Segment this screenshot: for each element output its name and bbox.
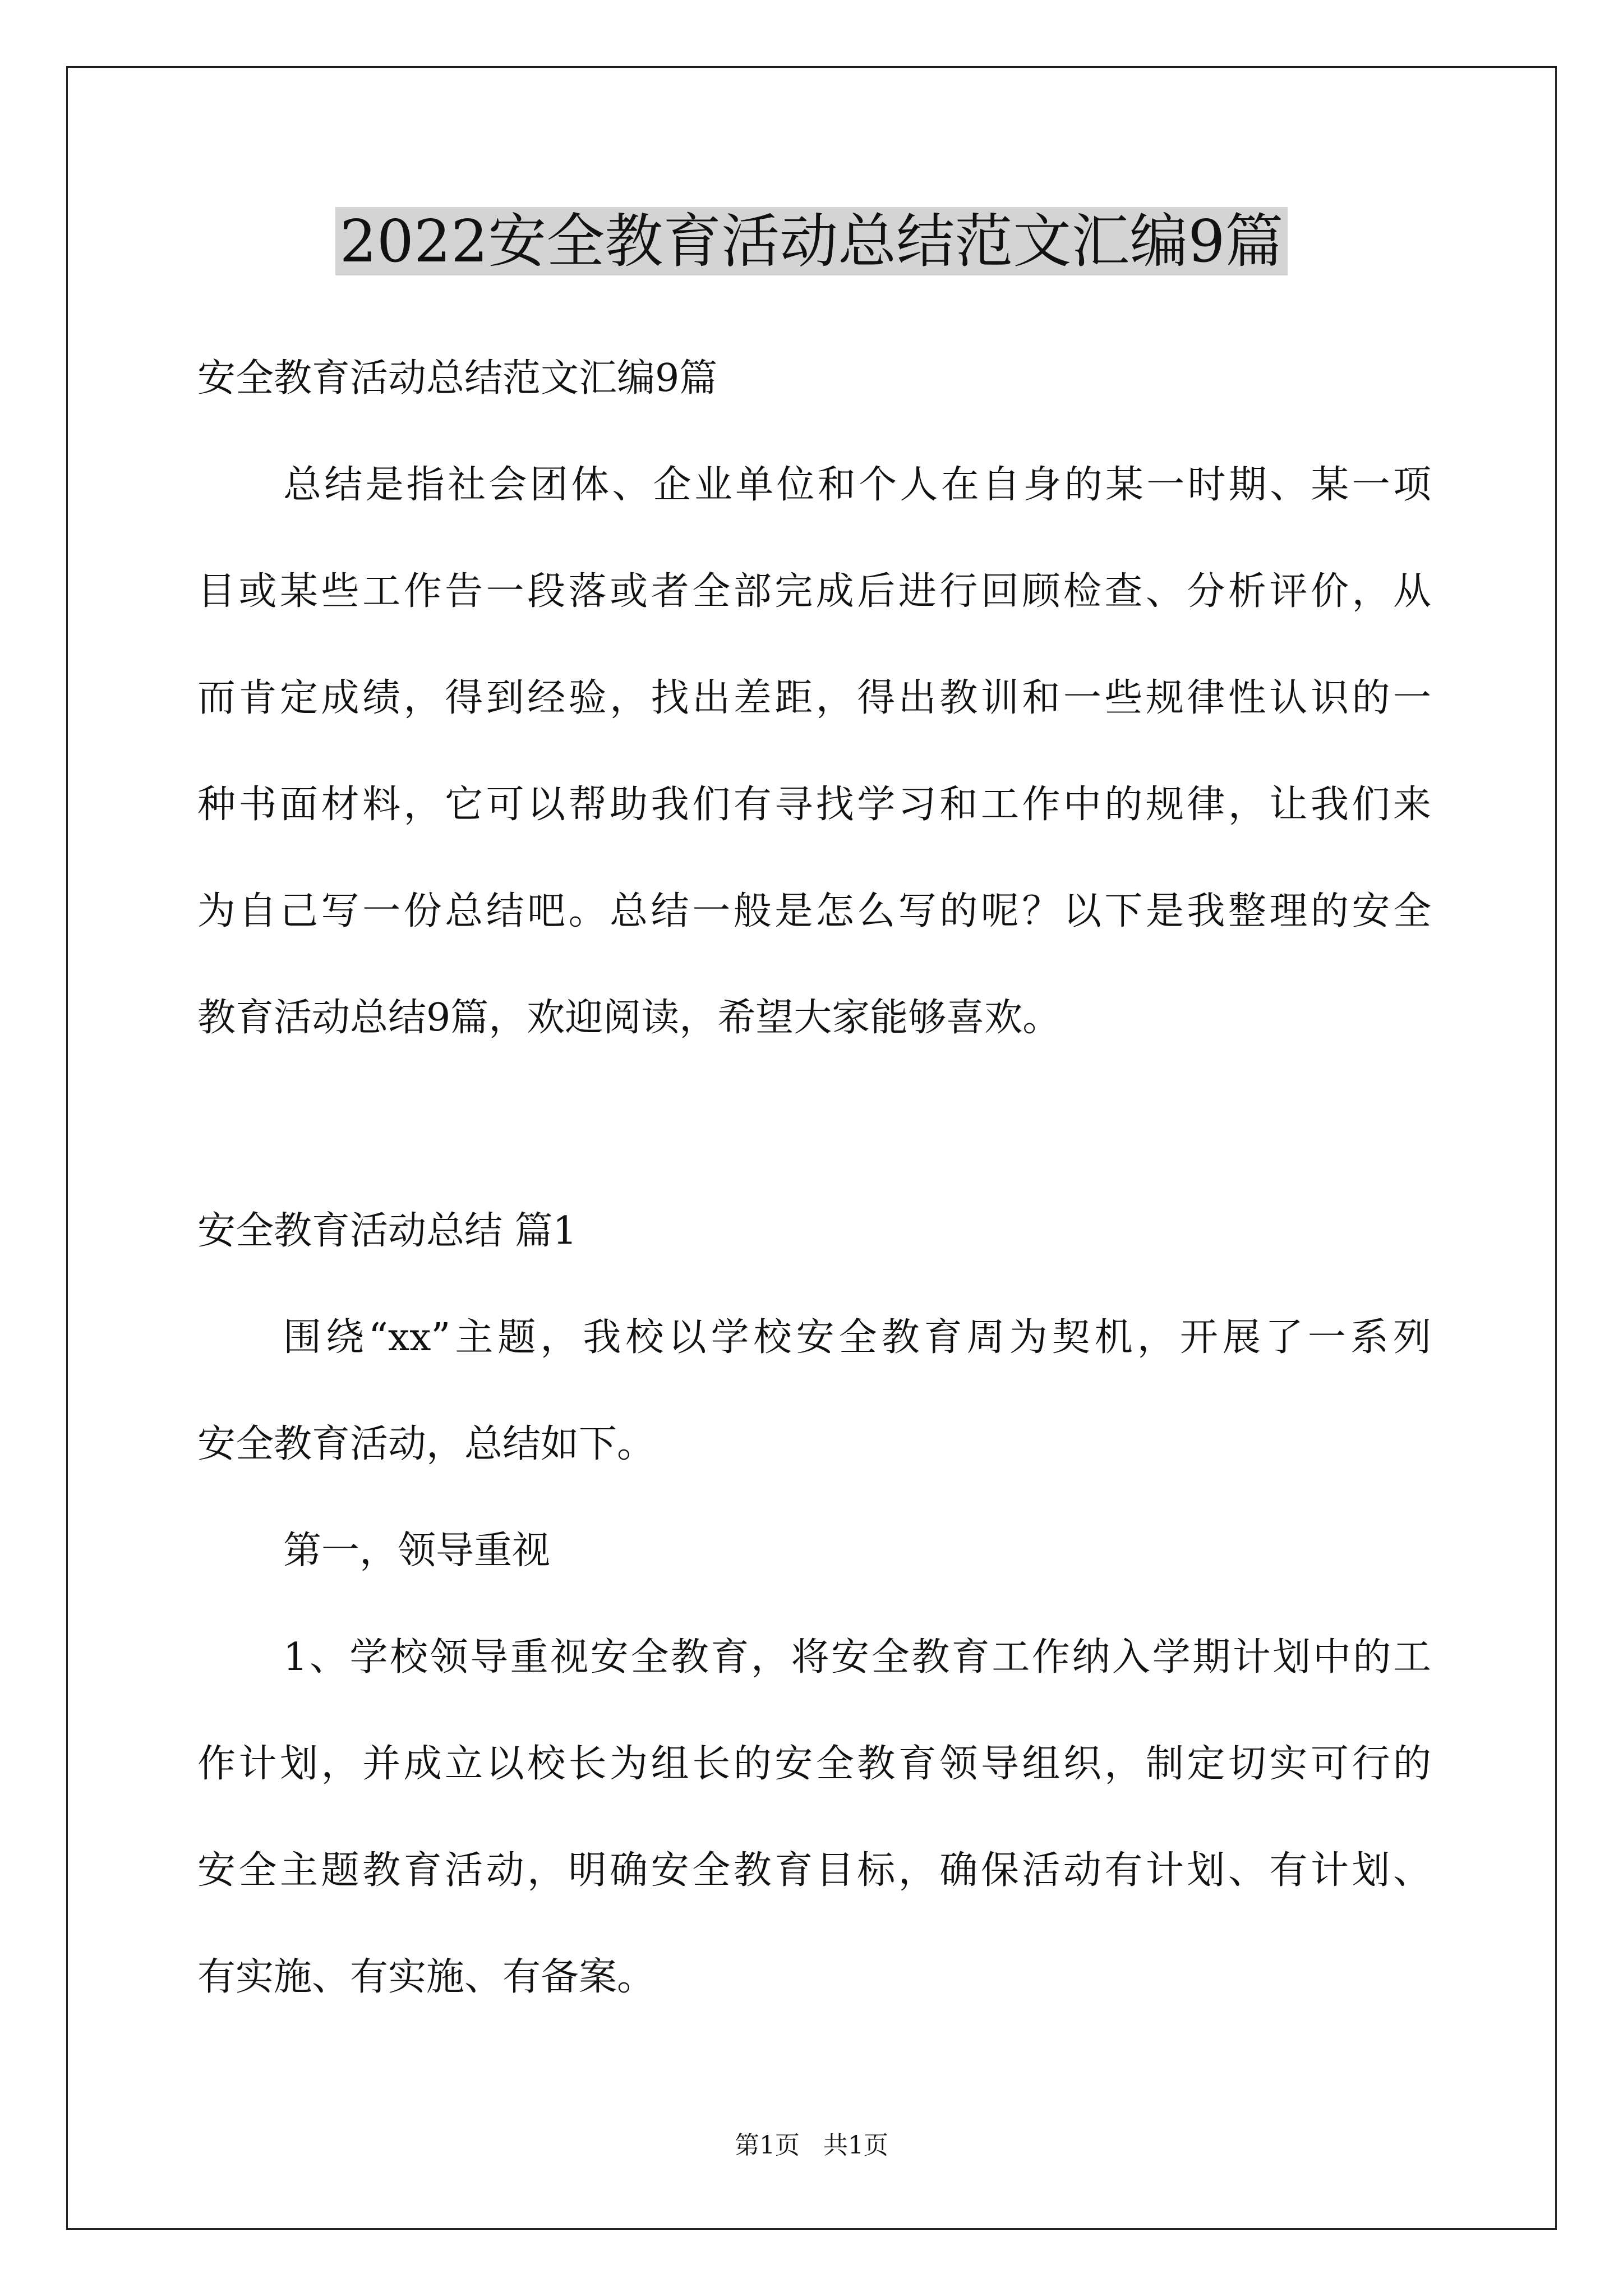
point-paragraph-line: 作计划，并成立以校长为组长的安全教育领导组织，制定切实可行的	[197, 1742, 1431, 1786]
intro-line: 而肯定成绩，得到经验，找出差距，得出教训和一些规律性认识的一	[197, 676, 1431, 720]
point-paragraph-line: 有实施、有实施、有备案。	[197, 1955, 656, 1999]
point-heading: 第一，领导重视	[283, 1529, 551, 1573]
page-footer: 第1页 共1页	[735, 2131, 888, 2160]
document-title-text: 2022安全教育活动总结范文汇编9篇	[335, 207, 1288, 275]
intro-line: 目或某些工作告一段落或者全部完成后进行回顾检查、分析评价，从	[197, 569, 1431, 614]
section-paragraph-line: 安全教育活动，总结如下。	[197, 1422, 656, 1466]
intro-line: 教育活动总结9篇，欢迎阅读，希望大家能够喜欢。	[197, 996, 1061, 1040]
section-paragraph-line: 围绕“xx”主题，我校以学校安全教育周为契机，开展了一系列	[283, 1315, 1431, 1360]
document-title	[0, 205, 1623, 278]
point-paragraph-line: 1、学校领导重视安全教育，将安全教育工作纳入学期计划中的工	[283, 1635, 1431, 1680]
section-heading: 安全教育活动总结 篇1	[197, 1209, 577, 1253]
point-paragraph-line: 安全主题教育活动，明确安全教育目标，确保活动有计划、有计划、	[197, 1848, 1431, 1893]
intro-line: 为自己写一份总结吧。总结一般是怎么写的呢？以下是我整理的安全	[197, 889, 1431, 933]
intro-line: 种书面材料，它可以帮助我们有寻找学习和工作中的规律，让我们来	[197, 783, 1431, 827]
document-subtitle: 安全教育活动总结范文汇编9篇	[197, 356, 718, 401]
intro-line: 总结是指社会团体、企业单位和个人在自身的某一时期、某一项	[283, 463, 1431, 507]
